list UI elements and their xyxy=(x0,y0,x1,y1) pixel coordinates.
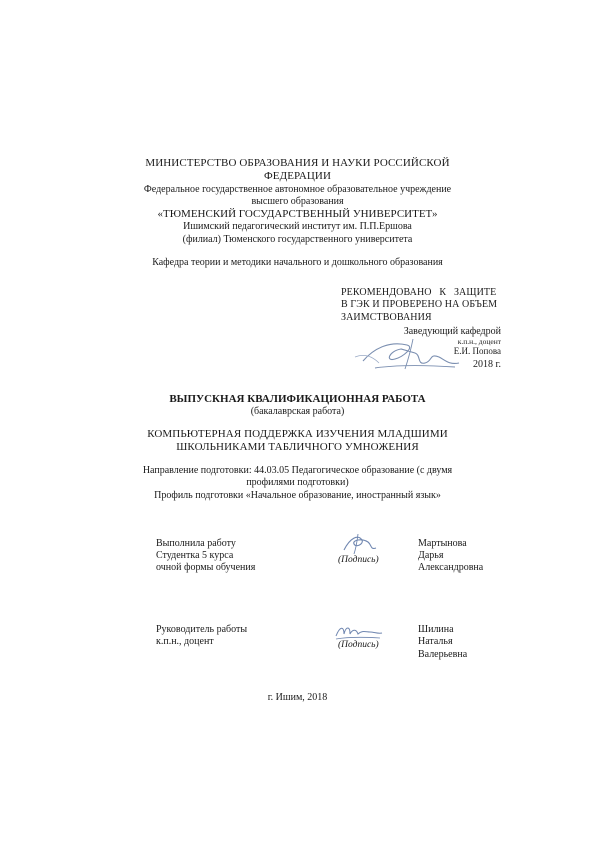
supervisor-sign-note: (Подпись) xyxy=(338,640,379,650)
approval-line-2: В ГЭК И ПРОВЕРЕНО НА ОБЪЕМ xyxy=(341,299,498,310)
author-signature xyxy=(340,532,380,556)
ministry-line-1: МИНИСТЕРСТВО ОБРАЗОВАНИЯ И НАУКИ РОССИЙСКОЙ xyxy=(145,157,450,169)
supervisor-label-2: к.п.н., доцент xyxy=(156,636,214,647)
place-year: г. Ишим, 2018 xyxy=(267,692,328,703)
head-signature xyxy=(355,335,465,373)
profile-line: Профиль подготовки «Начальное образование, иностранный язык» xyxy=(154,490,441,501)
approval-line-1: РЕКОМЕНДОВАНО К ЗАЩИТЕ xyxy=(341,287,497,298)
author-label-3: очной формы обучения xyxy=(156,562,256,573)
author-name-1: Мартынова xyxy=(418,538,467,549)
approval-name: Е.И. Попова xyxy=(453,346,501,356)
supervisor-name-3: Валерьевна xyxy=(418,649,468,660)
supervisor-signature xyxy=(334,622,384,642)
institution-line-1: Федеральное государственное автономное образовательное учреждение xyxy=(143,184,452,195)
ministry-line-2: ФЕДЕРАЦИИ xyxy=(263,170,332,182)
supervisor-name-2: Наталья xyxy=(418,636,453,647)
university-name: «ТЮМЕНСКИЙ ГОСУДАРСТВЕННЫЙ УНИВЕРСИТЕТ» xyxy=(157,208,438,220)
branch-line-2: (филиал) Тюменского государственного университета xyxy=(182,234,413,245)
topic-line-1: КОМПЬЮТЕРНАЯ ПОДДЕРЖКА ИЗУЧЕНИЯ МЛАДШИМИ xyxy=(147,428,448,440)
direction-line-2: профилями подготовки) xyxy=(246,477,349,488)
work-subtitle: (бакалаврская работа) xyxy=(250,406,345,417)
approval-line-3: ЗАИМСТВОВАНИЯ xyxy=(341,312,432,323)
supervisor-label-1: Руководитель работы xyxy=(156,624,248,635)
branch-line-1: Ишимский педагогический институт им. П.П.Ершова xyxy=(183,221,412,232)
supervisor-name-1: Шилина xyxy=(418,624,454,635)
institution-line-2: высшего образования xyxy=(251,196,344,207)
approval-degree: к.п.н., доцент xyxy=(457,337,501,346)
department-name: Кафедра теории и методики начального и дошкольного образования xyxy=(152,257,443,268)
author-name-2: Дарья xyxy=(418,550,444,561)
author-sign-note: (Подпись) xyxy=(338,555,379,565)
approval-year: 2018 г. xyxy=(473,359,501,370)
approval-role: Заведующий кафедрой xyxy=(403,326,501,337)
work-title: ВЫПУСКНАЯ КВАЛИФИКАЦИОННАЯ РАБОТА xyxy=(169,393,426,405)
author-label-1: Выполнила работу xyxy=(156,538,236,549)
direction-line-1: Направление подготовки: 44.03.05 Педагогическое образование (с двумя xyxy=(142,465,453,476)
author-label-2: Студентка 5 курса xyxy=(156,550,234,561)
author-name-3: Александровна xyxy=(418,562,484,573)
topic-line-2: ШКОЛЬНИКАМИ ТАБЛИЧНОГО УМНОЖЕНИЯ xyxy=(176,441,419,453)
